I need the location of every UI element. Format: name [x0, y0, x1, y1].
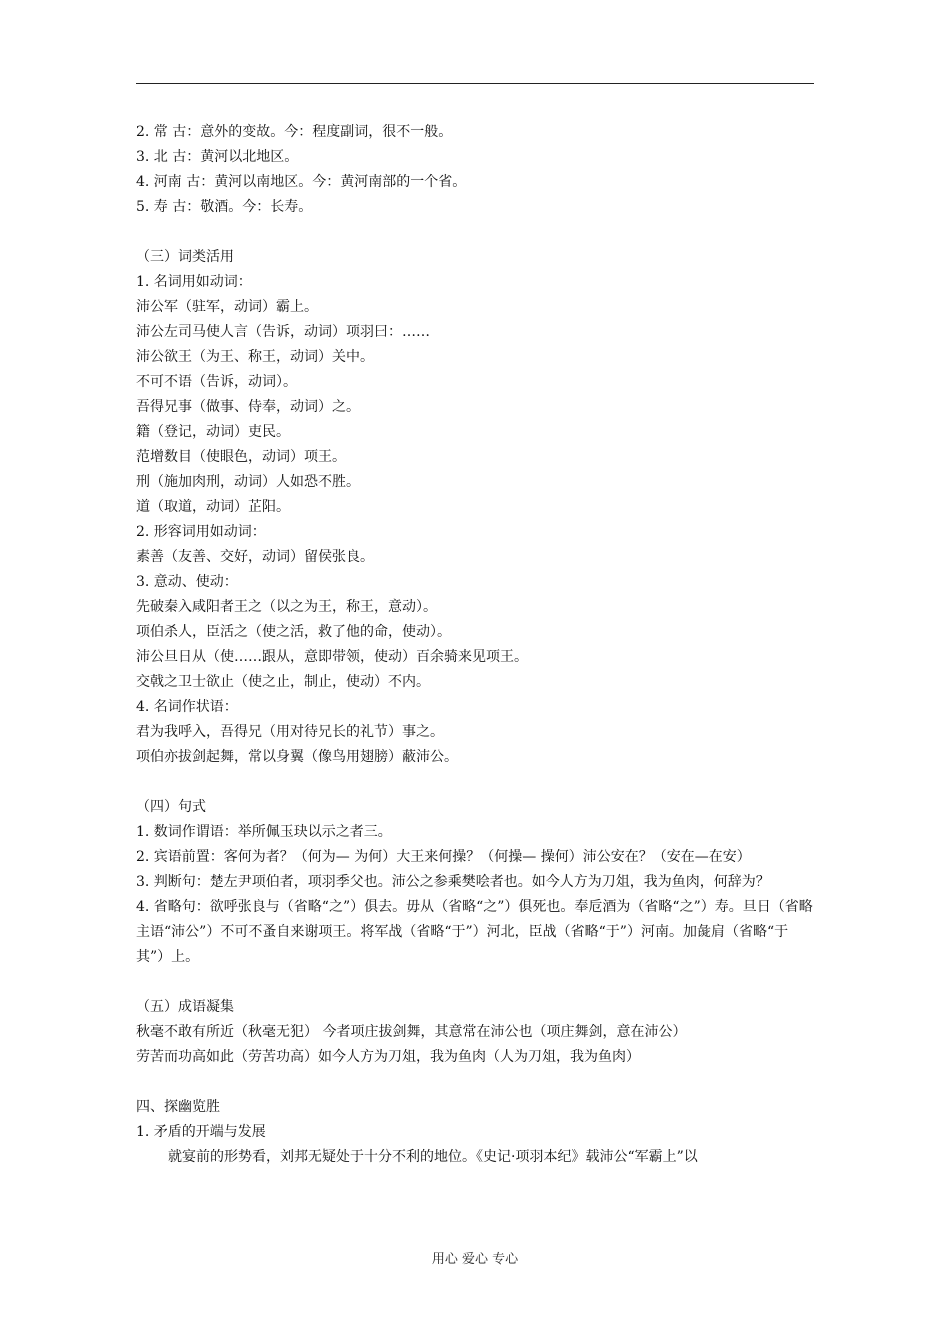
page-footer: 用心 爱心 专心: [431, 1252, 519, 1267]
text-line: 君为我呼入，吾得兄（用对待兄长的礼节）事之。: [136, 724, 444, 740]
text-line: 沛公欲王（为王、称王，动词）关中。: [136, 349, 374, 365]
text-line: 3. 判断句：楚左尹项伯者，项羽季父也。沛公之参乘樊哙者也。如今人方为刀俎，我为鱼肉，何辞为？: [136, 874, 770, 890]
paragraph-text: 就宴前的形势看，刘邦无疑处于十分不利的地位。《史记·项羽本纪》载沛公“军霸上”以: [168, 1149, 698, 1165]
paragraph-gap: [136, 770, 816, 795]
text-line: 劳苦而功高如此（劳苦功高）如今人方为刀俎，我为鱼肉（人为刀俎，我为鱼肉）: [136, 1049, 640, 1065]
text-line: 先破秦入咸阳者王之（以之为王，称王，意动）。: [136, 599, 437, 615]
text-line: 3. 北 古：黄河以北地区。: [136, 149, 299, 165]
text-line: 4. 省略句：欲呼张良与（省略“之”）俱去。毋从（省略“之”）俱死也。奉卮酒为（省略“之”）寿。旦日（省略主语“沛公”）不可不蚤自来谢项王。将军战（省略“于”）河北，臣战（省略“于”）河南。加彘肩（省略“于其”）上。: [136, 899, 813, 965]
subheading: 2. 形容词用如动词：: [136, 524, 266, 540]
text-line: 项伯亦拔剑起舞，常以身翼（像鸟用翅膀）蔽沛公。: [136, 749, 458, 765]
text-line: 5. 寿 古：敬酒。今：长寿。: [136, 199, 313, 215]
text-line: 范增数目（使眼色，动词）项王。: [136, 449, 346, 465]
text-line: 刑（施加肉刑，动词）人如恐不胜。: [136, 474, 360, 490]
section-heading: 四、探幽览胜: [136, 1099, 220, 1115]
subheading: 3. 意动、使动：: [136, 574, 238, 590]
text-line: 籍（登记，动词）吏民。: [136, 424, 290, 440]
header-rule: [136, 83, 814, 84]
text-line: 沛公左司马使人言（告诉，动词）项羽曰：……: [136, 324, 430, 340]
text-line: 2. 常 古：意外的变故。今：程度副词，很不一般。: [136, 124, 453, 140]
paragraph-gap: [136, 220, 816, 245]
section-exploration: [136, 1095, 816, 1170]
text-line: 沛公旦日从（使……跟从，意即带领，使动）百余骑来见项王。: [136, 649, 528, 665]
text-line: 项伯杀人，臣活之（使之活，救了他的命，使动）。: [136, 624, 451, 640]
section-idioms: [136, 995, 816, 1070]
section-sentence-patterns: [136, 795, 816, 970]
text-line: 交戟之卫士欲止（使之止，制止，使动）不内。: [136, 674, 430, 690]
text-line: 沛公军（驻军，动词）霸上。: [136, 299, 318, 315]
text-line: 道（取道，动词）芷阳。: [136, 499, 290, 515]
subheading: 4. 名词作状语：: [136, 699, 238, 715]
paragraph-gap: [136, 1070, 816, 1095]
document-body: [136, 120, 816, 1170]
section-old-new-meanings: [136, 120, 816, 220]
paragraph-gap: [136, 970, 816, 995]
text-line: 吾得兄事（做事、侍奉，动词）之。: [136, 399, 360, 415]
section-heading: （四）句式: [136, 799, 206, 815]
subheading: 1. 矛盾的开端与发展: [136, 1124, 266, 1140]
text-line: 素善（友善、交好，动词）留侯张良。: [136, 549, 374, 565]
subheading: 1. 名词用如动词：: [136, 274, 252, 290]
text-line: 不可不语（告诉，动词）。: [136, 374, 297, 390]
section-heading: （三）词类活用: [136, 249, 234, 265]
text-line: 秋毫不敢有所近（秋毫无犯） 今者项庄拔剑舞，其意常在沛公也（项庄舞剑，意在沛公）: [136, 1024, 687, 1040]
section-word-class-usage: [136, 245, 816, 770]
text-line: 1. 数词作谓语：举所佩玉玦以示之者三。: [136, 824, 392, 840]
section-heading: （五）成语凝集: [136, 999, 234, 1015]
text-line: 4. 河南 古：黄河以南地区。今：黄河南部的一个省。: [136, 174, 467, 190]
text-line: 2. 宾语前置：客何为者？（何为— 为何）大王来何操？（何操— 操何）沛公安在？（安在—在安）: [136, 849, 751, 865]
